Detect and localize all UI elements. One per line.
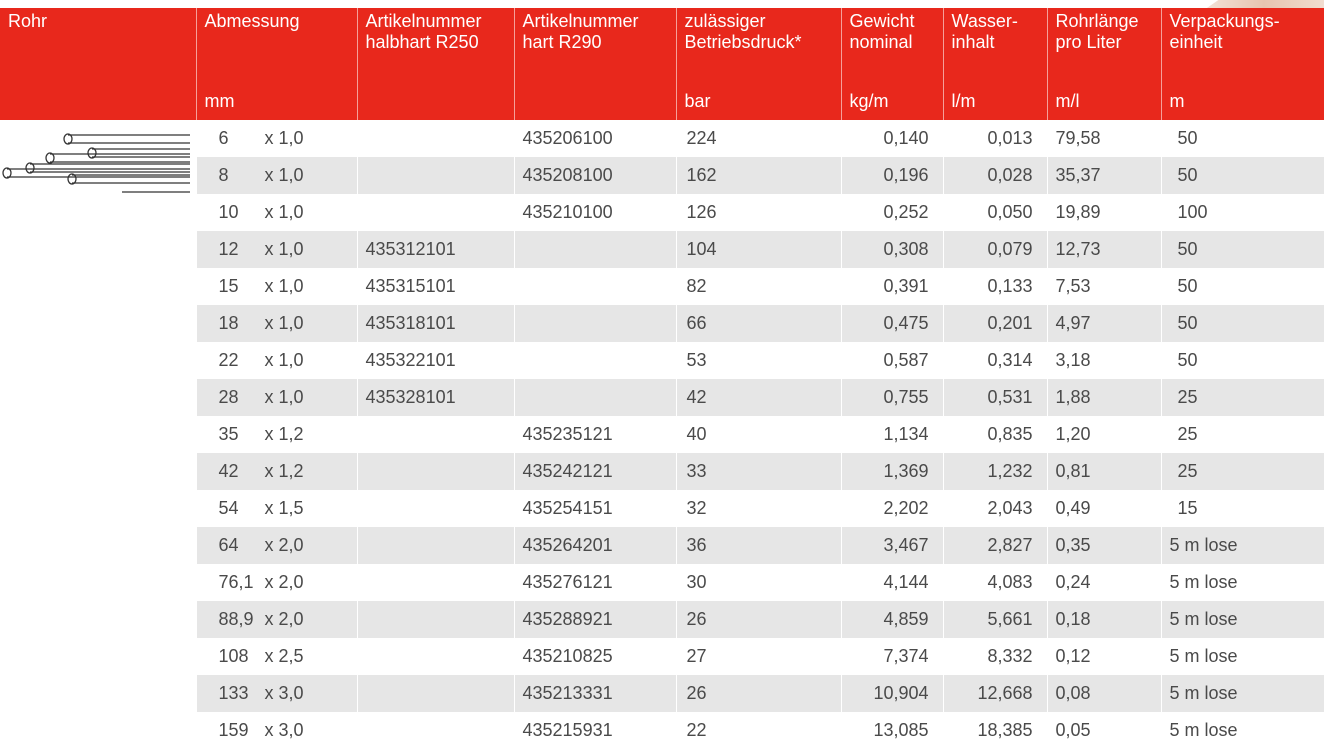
- cell-rohrlaenge: 0,08: [1047, 675, 1161, 712]
- cell-artikel-halbhart: 435322101: [357, 342, 514, 379]
- unit-abmessung: mm: [196, 83, 357, 120]
- cell-abmessung: [196, 231, 357, 268]
- dim-outer: 54: [218, 498, 239, 518]
- header-line: halbhart R250: [365, 32, 479, 52]
- header-rohr: [0, 8, 196, 83]
- cell-artikel-hart: [514, 305, 676, 342]
- dim-wall: x 2,0: [264, 572, 304, 592]
- dim-wall: x 1,2: [264, 424, 304, 444]
- cell-betriebsdruck: 32: [676, 490, 841, 527]
- cell-betriebsdruck: 30: [676, 564, 841, 601]
- cell-betriebsdruck: 40: [676, 416, 841, 453]
- header-abmessung-label: Abmessung: [204, 11, 300, 31]
- cell-abmessung: [196, 675, 357, 712]
- cell-betriebsdruck: 26: [676, 601, 841, 638]
- table-row: [0, 564, 1324, 601]
- cell-wasserinhalt: 0,314: [943, 342, 1047, 379]
- cell-gewicht: 0,475: [841, 305, 943, 342]
- unit-gewicht: kg/m: [841, 83, 943, 120]
- header-line: einheit: [1169, 32, 1223, 52]
- cell-artikel-halbhart: [357, 712, 514, 749]
- cell-wasserinhalt: 12,668: [943, 675, 1047, 712]
- header-line: Wasser-: [951, 11, 1018, 31]
- unit-wasserinhalt: l/m: [943, 83, 1047, 120]
- table-row: [0, 120, 1324, 157]
- cell-artikel-hart: 435208100: [514, 157, 676, 194]
- table-row: [0, 416, 1324, 453]
- dim-wall: x 2,5: [264, 646, 304, 666]
- header-line: nominal: [849, 32, 913, 52]
- cell-wasserinhalt: 0,201: [943, 305, 1047, 342]
- header-line: Betriebsdruck*: [684, 32, 802, 52]
- dim-outer: 15: [218, 276, 239, 296]
- pipe-illustration-cell: [0, 120, 196, 749]
- table-row: [0, 675, 1324, 712]
- unit-artikel-hart: [514, 83, 676, 120]
- cell-abmessung: [196, 342, 357, 379]
- cell-gewicht: 2,202: [841, 490, 943, 527]
- table-row: [0, 490, 1324, 527]
- cell-artikel-hart: [514, 268, 676, 305]
- cell-artikel-halbhart: [357, 601, 514, 638]
- cell-artikel-hart: 435254151: [514, 490, 676, 527]
- cell-rohrlaenge: 35,37: [1047, 157, 1161, 194]
- cell-verpackung: 50: [1161, 120, 1324, 157]
- cell-betriebsdruck: 42: [676, 379, 841, 416]
- cell-wasserinhalt: 0,079: [943, 231, 1047, 268]
- cell-rohrlaenge: 1,88: [1047, 379, 1161, 416]
- cell-verpackung: 25: [1161, 379, 1324, 416]
- table-row: [0, 712, 1324, 749]
- header-gewicht: [841, 8, 943, 83]
- cell-wasserinhalt: 0,531: [943, 379, 1047, 416]
- table-row: [0, 638, 1324, 675]
- cell-abmessung: [196, 453, 357, 490]
- cell-verpackung: 50: [1161, 268, 1324, 305]
- header-rohrlaenge: [1047, 8, 1161, 83]
- dim-wall: x 1,0: [264, 313, 304, 333]
- dim-outer: 8: [218, 165, 229, 185]
- dim-wall: x 1,5: [264, 498, 304, 518]
- cell-abmessung: [196, 527, 357, 564]
- header-line: pro Liter: [1055, 32, 1122, 52]
- cell-artikel-hart: 435288921: [514, 601, 676, 638]
- cell-abmessung: [196, 194, 357, 231]
- header-verpackung: [1161, 8, 1324, 83]
- cell-verpackung: 15: [1161, 490, 1324, 527]
- dim-wall: x 1,0: [264, 276, 304, 296]
- cell-artikel-hart: 435215931: [514, 712, 676, 749]
- cell-gewicht: 13,085: [841, 712, 943, 749]
- cell-wasserinhalt: 8,332: [943, 638, 1047, 675]
- cell-rohrlaenge: 0,24: [1047, 564, 1161, 601]
- dim-outer: 42: [218, 461, 239, 481]
- cell-gewicht: 0,587: [841, 342, 943, 379]
- cell-wasserinhalt: 2,827: [943, 527, 1047, 564]
- cell-abmessung: [196, 712, 357, 749]
- dim-wall: x 1,0: [264, 165, 304, 185]
- cell-betriebsdruck: 82: [676, 268, 841, 305]
- table-row: [0, 231, 1324, 268]
- header-line: zulässiger: [684, 11, 766, 31]
- cell-abmessung: [196, 638, 357, 675]
- cell-betriebsdruck: 104: [676, 231, 841, 268]
- table-row: [0, 157, 1324, 194]
- cell-gewicht: 1,134: [841, 416, 943, 453]
- cell-betriebsdruck: 224: [676, 120, 841, 157]
- cell-artikel-hart: 435235121: [514, 416, 676, 453]
- cell-verpackung: 100: [1161, 194, 1324, 231]
- cell-verpackung: 5 m lose: [1161, 638, 1324, 675]
- cell-abmessung: [196, 157, 357, 194]
- dim-outer: 10: [218, 202, 239, 222]
- table-row: [0, 379, 1324, 416]
- cell-artikel-halbhart: [357, 416, 514, 453]
- cell-verpackung: 50: [1161, 305, 1324, 342]
- cell-betriebsdruck: 26: [676, 675, 841, 712]
- cell-abmessung: [196, 379, 357, 416]
- cell-artikel-halbhart: 435312101: [357, 231, 514, 268]
- cell-wasserinhalt: 1,232: [943, 453, 1047, 490]
- dim-outer: 35: [218, 424, 239, 444]
- cell-betriebsdruck: 36: [676, 527, 841, 564]
- cell-verpackung: 25: [1161, 416, 1324, 453]
- cell-abmessung: [196, 120, 357, 157]
- cell-wasserinhalt: 4,083: [943, 564, 1047, 601]
- header-betriebsdruck: [676, 8, 841, 83]
- cell-artikel-halbhart: [357, 490, 514, 527]
- dim-wall: x 2,0: [264, 609, 304, 629]
- cell-rohrlaenge: 0,18: [1047, 601, 1161, 638]
- header-line: Gewicht: [849, 11, 915, 31]
- cell-rohrlaenge: 3,18: [1047, 342, 1161, 379]
- cell-artikel-hart: [514, 379, 676, 416]
- cell-abmessung: [196, 564, 357, 601]
- cell-wasserinhalt: 18,385: [943, 712, 1047, 749]
- cell-rohrlaenge: 19,89: [1047, 194, 1161, 231]
- header-line: hart R290: [522, 32, 602, 52]
- cell-artikel-hart: 435210100: [514, 194, 676, 231]
- cell-rohrlaenge: 0,35: [1047, 527, 1161, 564]
- dim-wall: x 1,0: [264, 128, 304, 148]
- cell-artikel-hart: 435210825: [514, 638, 676, 675]
- unit-betriebsdruck: bar: [676, 83, 841, 120]
- dim-wall: x 1,0: [264, 350, 304, 370]
- cell-rohrlaenge: 7,53: [1047, 268, 1161, 305]
- cell-rohrlaenge: 12,73: [1047, 231, 1161, 268]
- cell-wasserinhalt: 0,028: [943, 157, 1047, 194]
- cell-gewicht: 0,391: [841, 268, 943, 305]
- cell-gewicht: 4,859: [841, 601, 943, 638]
- header-line: Verpackungs-: [1169, 11, 1280, 31]
- header-artikel-halbhart: [357, 8, 514, 83]
- cell-gewicht: 0,196: [841, 157, 943, 194]
- cell-artikel-hart: 435276121: [514, 564, 676, 601]
- cell-artikel-hart: 435213331: [514, 675, 676, 712]
- cell-rohrlaenge: 0,12: [1047, 638, 1161, 675]
- cell-rohrlaenge: 0,81: [1047, 453, 1161, 490]
- copper-pipe-spec-table: [0, 8, 1324, 749]
- cell-abmessung: [196, 305, 357, 342]
- cell-artikel-halbhart: [357, 638, 514, 675]
- table-row: [0, 453, 1324, 490]
- cell-betriebsdruck: 22: [676, 712, 841, 749]
- dim-outer: 28: [218, 387, 239, 407]
- cell-wasserinhalt: 0,013: [943, 120, 1047, 157]
- dim-outer: 159: [218, 720, 249, 740]
- cell-artikel-hart: 435264201: [514, 527, 676, 564]
- dim-outer: 64: [218, 535, 239, 555]
- cell-betriebsdruck: 66: [676, 305, 841, 342]
- header-line: Rohrlänge: [1055, 11, 1139, 31]
- cell-artikel-halbhart: 435315101: [357, 268, 514, 305]
- cell-verpackung: 5 m lose: [1161, 712, 1324, 749]
- cell-artikel-hart: 435242121: [514, 453, 676, 490]
- cell-wasserinhalt: 5,661: [943, 601, 1047, 638]
- unit-rohrlaenge: m/l: [1047, 83, 1161, 120]
- header-line: Artikelnummer: [365, 11, 482, 31]
- cell-gewicht: 1,369: [841, 453, 943, 490]
- header-rohr-label: Rohr: [8, 11, 48, 31]
- dim-wall: x 3,0: [264, 720, 304, 740]
- cell-gewicht: 4,144: [841, 564, 943, 601]
- cell-verpackung: 5 m lose: [1161, 675, 1324, 712]
- unit-rohr: [0, 83, 196, 120]
- cell-wasserinhalt: 0,050: [943, 194, 1047, 231]
- table-row: [0, 342, 1324, 379]
- table-header: [0, 8, 1324, 120]
- cell-betriebsdruck: 27: [676, 638, 841, 675]
- cell-abmessung: [196, 416, 357, 453]
- cell-wasserinhalt: 2,043: [943, 490, 1047, 527]
- cell-artikel-hart: 435206100: [514, 120, 676, 157]
- dim-wall: x 1,2: [264, 461, 304, 481]
- cell-betriebsdruck: 126: [676, 194, 841, 231]
- cell-artikel-halbhart: [357, 157, 514, 194]
- cell-artikel-hart: [514, 231, 676, 268]
- dim-outer: 18: [218, 313, 239, 333]
- dim-outer: 12: [218, 239, 239, 259]
- cell-abmessung: [196, 490, 357, 527]
- cell-artikel-halbhart: [357, 120, 514, 157]
- table-body: [0, 120, 1324, 749]
- table-row: [0, 268, 1324, 305]
- cell-artikel-halbhart: [357, 675, 514, 712]
- cell-rohrlaenge: 1,20: [1047, 416, 1161, 453]
- cell-abmessung: [196, 601, 357, 638]
- copper-pipes-icon: [0, 124, 192, 204]
- dim-wall: x 1,0: [264, 202, 304, 222]
- cell-rohrlaenge: 0,05: [1047, 712, 1161, 749]
- cell-wasserinhalt: 0,133: [943, 268, 1047, 305]
- dim-wall: x 3,0: [264, 683, 304, 703]
- cell-verpackung: 25: [1161, 453, 1324, 490]
- header-line: inhalt: [951, 32, 995, 52]
- cell-gewicht: 0,755: [841, 379, 943, 416]
- cell-betriebsdruck: 162: [676, 157, 841, 194]
- dim-wall: x 1,0: [264, 239, 304, 259]
- cell-artikel-halbhart: 435328101: [357, 379, 514, 416]
- dim-outer: 6: [218, 128, 229, 148]
- cell-artikel-halbhart: [357, 453, 514, 490]
- dim-wall: x 2,0: [264, 535, 304, 555]
- header-artikel-hart: [514, 8, 676, 83]
- cell-rohrlaenge: 0,49: [1047, 490, 1161, 527]
- header-wasserinhalt: [943, 8, 1047, 83]
- cell-verpackung: 50: [1161, 342, 1324, 379]
- unit-artikel-halbhart: [357, 83, 514, 120]
- cell-gewicht: 0,252: [841, 194, 943, 231]
- cell-verpackung: 5 m lose: [1161, 564, 1324, 601]
- cell-artikel-halbhart: 435318101: [357, 305, 514, 342]
- table-row: [0, 305, 1324, 342]
- cell-betriebsdruck: 33: [676, 453, 841, 490]
- cell-rohrlaenge: 4,97: [1047, 305, 1161, 342]
- dim-outer: 88,9: [218, 609, 254, 629]
- cell-wasserinhalt: 0,835: [943, 416, 1047, 453]
- cell-gewicht: 0,140: [841, 120, 943, 157]
- cell-gewicht: 10,904: [841, 675, 943, 712]
- cell-gewicht: 3,467: [841, 527, 943, 564]
- cell-artikel-halbhart: [357, 527, 514, 564]
- dim-outer: 133: [218, 683, 249, 703]
- cell-artikel-halbhart: [357, 564, 514, 601]
- cell-artikel-halbhart: [357, 194, 514, 231]
- dim-outer: 108: [218, 646, 249, 666]
- header-abmessung: [196, 8, 357, 83]
- cell-gewicht: 7,374: [841, 638, 943, 675]
- cell-gewicht: 0,308: [841, 231, 943, 268]
- cell-rohrlaenge: 79,58: [1047, 120, 1161, 157]
- cell-betriebsdruck: 53: [676, 342, 841, 379]
- cell-verpackung: 50: [1161, 231, 1324, 268]
- dim-wall: x 1,0: [264, 387, 304, 407]
- header-line: Artikelnummer: [522, 11, 639, 31]
- dim-outer: 22: [218, 350, 239, 370]
- cell-abmessung: [196, 268, 357, 305]
- cell-verpackung: 5 m lose: [1161, 527, 1324, 564]
- table-row: [0, 194, 1324, 231]
- cell-artikel-hart: [514, 342, 676, 379]
- cell-verpackung: 5 m lose: [1161, 601, 1324, 638]
- table-row: [0, 527, 1324, 564]
- cell-verpackung: 50: [1161, 157, 1324, 194]
- dim-outer: 76,1: [218, 572, 254, 592]
- table-row: [0, 601, 1324, 638]
- unit-verpackung: m: [1161, 83, 1324, 120]
